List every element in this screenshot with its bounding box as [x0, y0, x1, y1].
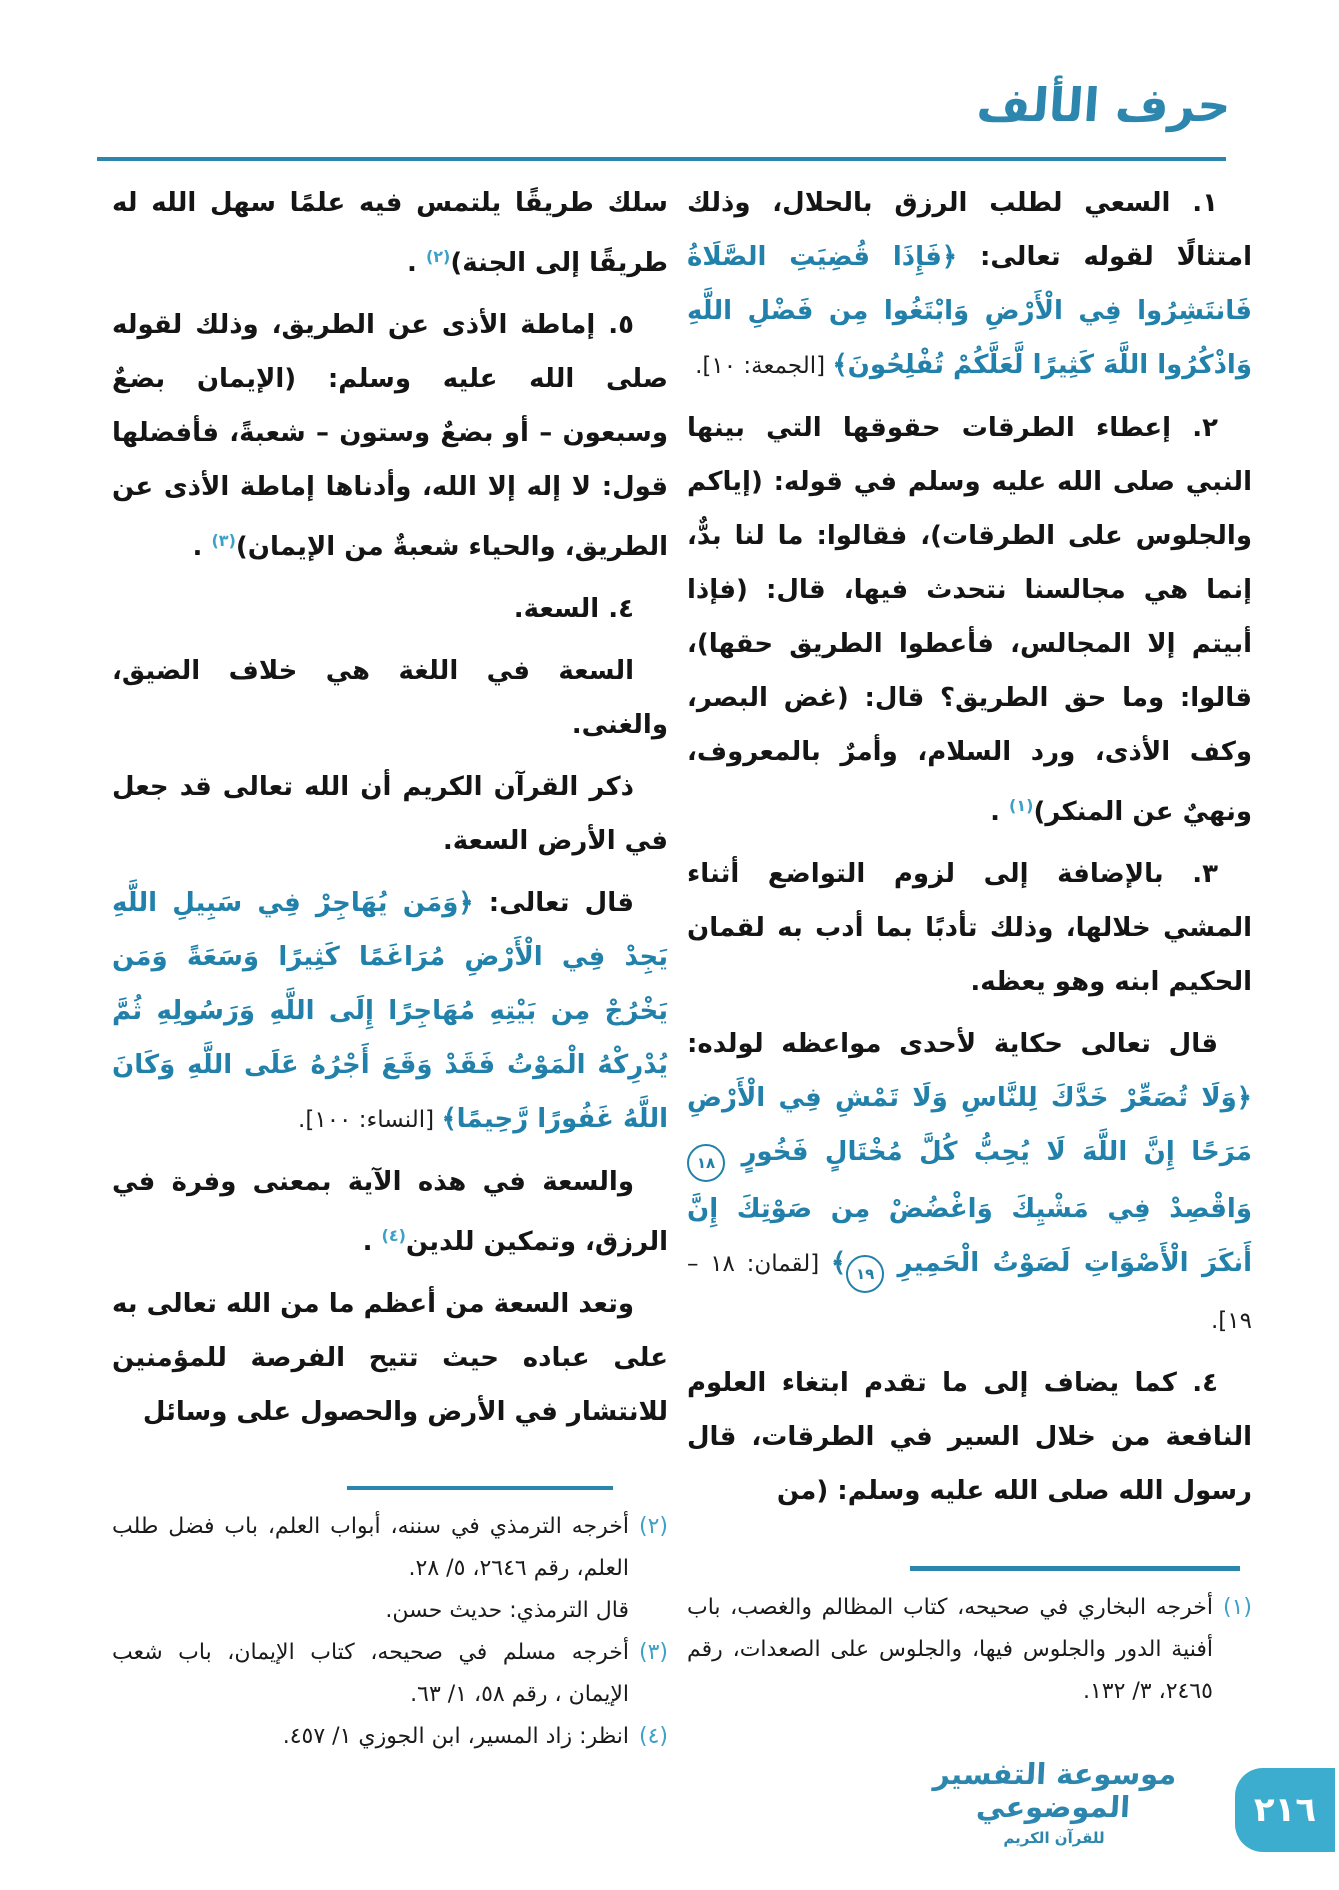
paragraph: [687, 176, 1252, 393]
footnote-list: [687, 1587, 1252, 1713]
footnote-text: [112, 1716, 629, 1758]
publisher-logo: [929, 1758, 1179, 1847]
paragraph: [112, 760, 668, 868]
page-number-badge: [1235, 1768, 1335, 1852]
quran-verse: ﴿وَلَا تُصَعِّرْ خَدَّكَ لِلنَّاسِ وَلَا تَمْشِ فِي الْأَرْضِ مَرَحًا إِنَّ اللَّهَ لَا يُحِبُّ كُلَّ مُخْتَالٍ فَخُورٍ: [687, 1083, 1252, 1167]
body-text: ١. السعي لطلب الرزق بالحلال، وذلك امتثالًا لقوله تعالى:: [687, 188, 1252, 272]
footnote-number: (٤): [638, 1724, 668, 1749]
page-number: ٢١٦: [1253, 1790, 1317, 1830]
paragraph: [112, 644, 668, 752]
footnote-number: (٢): [638, 1514, 668, 1539]
footnote: [112, 1716, 668, 1758]
footnote-marker: (٣): [211, 531, 236, 550]
body-text: ٢. إعطاء الطرقات حقوقها التي بينها النبي صلى الله عليه وسلم في قوله: (إياكم والجلوس على الطرقات)، فقالوا: ما لنا بدٌّ، إنما هي مجالسنا نتحدث فيها، قال: (فإذا أبيتم إلا المجالس، فأعطوا الطريق حقها)، قالوا: وما حق الطريق؟ قال: (غض البصر، وكف الأذى، ورد السلام، وأمرٌ بالمعروف، ونهيٌ عن المنكر): [687, 413, 1252, 827]
footnote-list: [112, 1506, 668, 1758]
footnote-text: [687, 1587, 1213, 1713]
body-text: السعة في اللغة هي خلاف الضيق، والغنى.: [112, 656, 668, 740]
paragraph: [112, 176, 668, 290]
body-text: قال تعالى حكاية لأحدى مواعظه لولده:: [687, 1029, 1218, 1059]
logo-subtitle: للقرآن الكريم: [1003, 1829, 1105, 1847]
body-text: ٣. بالإضافة إلى لزوم التواضع أثناء المشي خلالها، وذلك تأدبًا بما أدب به لقمان الحكيم ابنه وهو يعظه.: [687, 859, 1252, 997]
footnote-marker: (٢): [425, 247, 451, 266]
logo-title: موسوعة التفسير الموضوعي: [932, 1757, 1178, 1824]
paragraph: [112, 1277, 668, 1439]
footnote-line: انظر: زاد المسير، ابن الجوزي ١/ ٤٥٧.: [282, 1724, 629, 1749]
footnote: [112, 1632, 668, 1716]
surah-citation: [النساء: ١٠٠].: [298, 1107, 442, 1133]
footnote: [687, 1587, 1252, 1713]
body-text: .: [192, 532, 212, 562]
paragraph: [112, 298, 668, 574]
footnote-separator: [347, 1486, 613, 1490]
surah-citation: [الجمعة: ١٠].: [695, 353, 833, 379]
footnote-line: أخرجه مسلم في صحيحه، كتاب الإيمان، باب شعب الإيمان ، رقم ٥٨، ١/ ٦٣.: [112, 1640, 629, 1707]
body-text: وتعد السعة من أعظم ما من الله تعالى به على عباده حيث تتيح الفرصة للمؤمنين للانتشار في الأرض والحصول على وسائل: [112, 1289, 668, 1427]
chapter-title: حرف الألف: [975, 78, 1233, 132]
body-text: قال تعالى:: [473, 888, 634, 918]
column-left: [112, 176, 668, 1480]
footnote-text: [112, 1506, 629, 1632]
footnote-marker: (٤): [381, 1226, 406, 1245]
paragraph: [112, 876, 668, 1147]
footnotes-right: [687, 1566, 1252, 1713]
body-text: سلك طريقًا يلتمس فيه علمًا سهل الله له طريقًا إلى الجنة): [112, 188, 668, 278]
ayah-number: ١٩: [846, 1255, 884, 1293]
quran-verse: ﴿فَإِذَا قُضِيَتِ الصَّلَاةُ فَانتَشِرُوا فِي الْأَرْضِ وَابْتَغُوا مِن فَضْلِ اللَّهِ وَاذْكُرُوا اللَّهَ كَثِيرًا لَّعَلَّكُمْ تُفْلِحُونَ﴾: [687, 242, 1252, 380]
body-text: .: [362, 1227, 382, 1257]
paragraph: [687, 847, 1252, 1009]
footnote-text: [112, 1632, 629, 1716]
quran-verse: وَاقْصِدْ فِي مَشْيِكَ وَاغْضُضْ مِن صَوْتِكَ إِنَّ أَنكَرَ الْأَصْوَاتِ لَصَوْتُ الْحَمِيرِ: [687, 1194, 1252, 1278]
footnote-marker: (١): [1009, 796, 1034, 815]
footnote-number: (١): [1222, 1595, 1252, 1620]
body-text: ٤. السعة.: [513, 594, 634, 624]
footnote-separator: [910, 1566, 1240, 1571]
footnote: [112, 1506, 668, 1632]
body-text: .: [990, 797, 1010, 827]
body-text: ٤. كما يضاف إلى ما تقدم ابتغاء العلوم النافعة من خلال السير في الطرقات، قال رسول الله صلى الله عليه وسلم: (من: [687, 1368, 1252, 1506]
header-rule: [97, 157, 1226, 161]
footnote-line: أخرجه البخاري في صحيحه، كتاب المظالم والغصب، باب أفنية الدور والجلوس فيها، والجلوس على الصعدات، رقم ٢٤٦٥، ٣/ ١٣٢.: [687, 1595, 1213, 1704]
paragraph: [687, 1356, 1252, 1518]
surah-citation: [لقمان: ١٨ – ١٩].: [687, 1251, 1252, 1334]
footnote-number: (٣): [638, 1640, 668, 1665]
body-text: ٥. إماطة الأذى عن الطريق، وذلك لقوله صلى الله عليه وسلم: (الإيمان بضعٌ وسبعون – أو بضعٌ وستون – شعبةً، فأفضلها قول: لا إله إلا الله، وأدناها إماطة الأذى عن الطريق، والحياء شعبةٌ من الإيمان): [112, 310, 668, 562]
paragraph: [112, 582, 668, 636]
footnote-line: قال الترمذي: حديث حسن.: [385, 1598, 629, 1623]
body-text: .: [407, 248, 426, 278]
paragraph: [687, 401, 1252, 839]
body-text: ذكر القرآن الكريم أن الله تعالى قد جعل في الأرض السعة.: [112, 772, 668, 856]
quran-verse: ﴾: [830, 1248, 847, 1278]
column-right: [687, 176, 1252, 1560]
quran-verse: ﴿وَمَن يُهَاجِرْ فِي سَبِيلِ اللَّهِ يَجِدْ فِي الْأَرْضِ مُرَاغَمًا كَثِيرًا وَسَعَةً وَمَن يَخْرُجْ مِن بَيْتِهِ مُهَاجِرًا إِلَى اللَّهِ وَرَسُولِهِ ثُمَّ يُدْرِكْهُ الْمَوْتُ فَقَدْ وَقَعَ أَجْرُهُ عَلَى اللَّهِ وَكَانَ اللَّهُ غَفُورًا رَّحِيمًا﴾: [112, 888, 668, 1134]
footnote-line: أخرجه الترمذي في سننه، أبواب العلم، باب فضل طلب العلم، رقم ٢٦٤٦، ٥/ ٢٨.: [112, 1514, 629, 1581]
footnotes-left: [112, 1486, 668, 1758]
body-text: والسعة في هذه الآية بمعنى وفرة في الرزق، وتمكين للدين: [112, 1167, 668, 1257]
paragraph: [112, 1155, 668, 1269]
paragraph: [687, 1017, 1252, 1348]
ayah-number: ١٨: [687, 1144, 725, 1182]
